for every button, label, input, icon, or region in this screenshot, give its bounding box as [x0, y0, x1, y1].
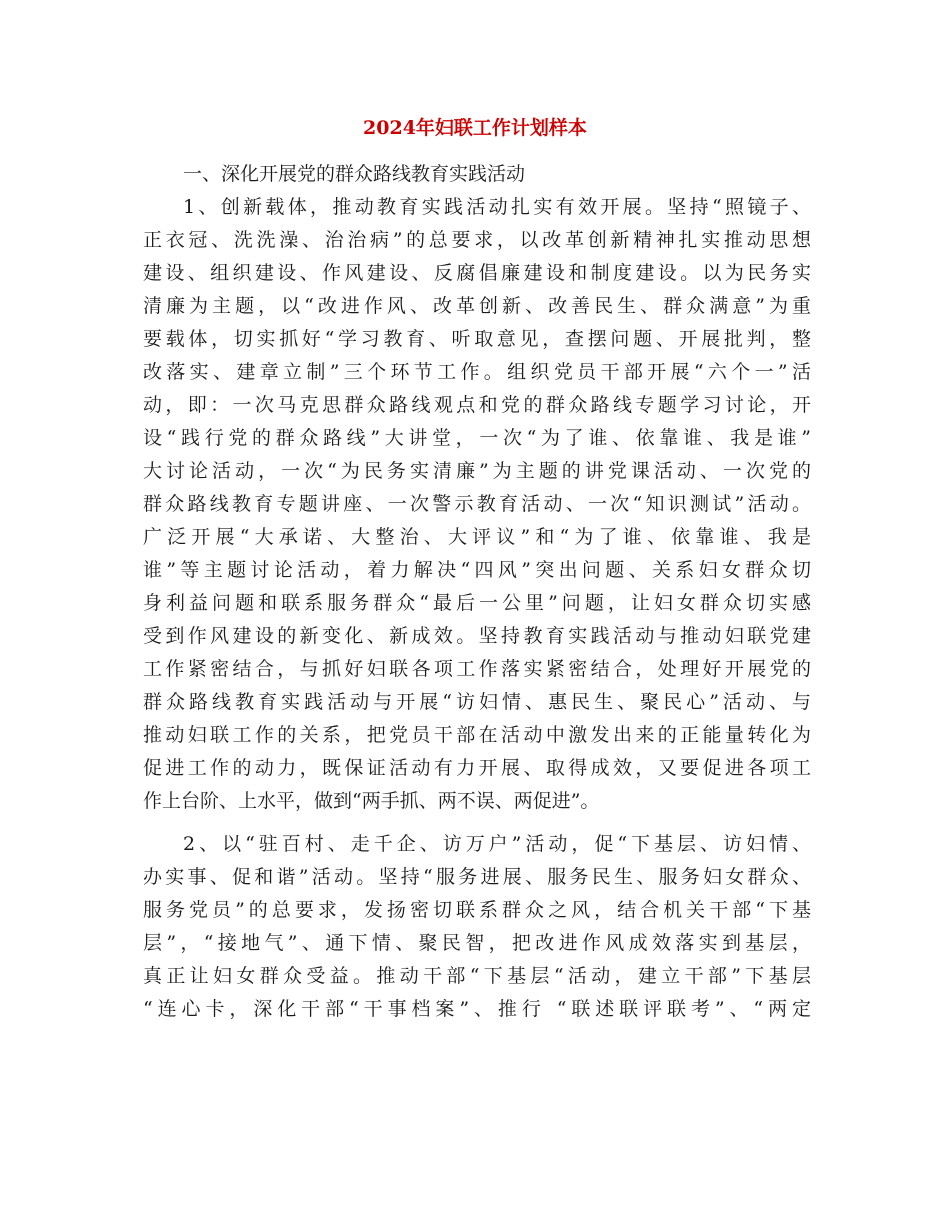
text-line: 广泛开展“大承诺、大整治、大评议”和“为了谁、依靠谁、我是 — [143, 526, 811, 548]
text-line: 正衣冠、洗洗澡、治治病”的总要求，以改革创新精神扎实推动思想 — [143, 229, 811, 251]
text-line: 2、以“驻百村、走千企、访万户”活动，促“下基层、访妇情、 — [183, 833, 811, 855]
text-line: 促进工作的动力，既保证活动有力开展、取得成效，又要促进各项工 — [143, 757, 811, 779]
text-line: 身利益问题和联系服务群众“最后一公里”问题，让妇女群众切实感 — [143, 592, 811, 614]
text-line: 受到作风建设的新变化、新成效。坚持教育实践活动与推动妇联党建 — [143, 625, 811, 647]
text-line: 群众路线教育实践活动与开展“访妇情、惠民生、聚民心”活动、与 — [143, 691, 811, 713]
text-line: 动，即：一次马克思群众路线观点和党的群众路线专题学习讨论，开 — [143, 394, 811, 416]
document-title: 2024年妇联工作计划样本 — [363, 117, 587, 139]
text-line: “连心卡，深化干部“干事档案”、推行 “联述联评联考”、“两定 — [143, 998, 811, 1020]
paragraph-gap — [143, 818, 811, 828]
text-line: 谁”等主题讨论活动，着力解决“四风”突出问题、关系妇女群众切 — [143, 559, 811, 581]
text-line: 工作紧密结合，与抓好妇联各项工作落实紧密结合，处理好开展党的 — [143, 658, 811, 680]
text-line: 清廉为主题，以“改进作风、改革创新、改善民生、群众满意”为重 — [143, 295, 811, 317]
paragraph-2 — [143, 828, 811, 1026]
document-body — [143, 158, 811, 1026]
text-line: 作上台阶、上水平，做到“两手抓、两不误、两促进”。 — [143, 790, 600, 812]
text-line: 设“践行党的群众路线”大讲堂，一次“为了谁、依靠谁、我是谁” — [143, 427, 811, 449]
paragraph-1 — [143, 191, 811, 818]
text-line: 群众路线教育专题讲座、一次警示教育活动、一次“知识测试”活动。 — [143, 493, 811, 515]
text-line: 要载体，切实抓好“学习教育、听取意见，查摆问题、开展批判，整 — [143, 328, 811, 350]
text-line: 服务党员”的总要求，发扬密切联系群众之风，结合机关干部“下基 — [143, 899, 811, 921]
text-line: 1、创新载体，推动教育实践活动扎实有效开展。坚持“照镜子、 — [183, 196, 811, 218]
text-line: 办实事、促和谐”活动。坚持“服务进展、服务民生、服务妇女群众、 — [143, 866, 811, 888]
text-line: 真正让妇女群众受益。推动干部“下基层“活动，建立干部”下基层 — [143, 965, 811, 987]
text-line: 建设、组织建设、作风建设、反腐倡廉建设和制度建设。以为民务实 — [143, 262, 811, 284]
text-line: 层”，“接地气”、通下情、聚民智，把改进作风成效落实到基层， — [143, 932, 811, 954]
text-line: 推动妇联工作的关系，把党员干部在活动中激发出来的正能量转化为 — [143, 724, 811, 746]
text-line: 大讨论活动，一次“为民务实清廉”为主题的讲党课活动、一次党的 — [143, 460, 811, 482]
text-line: 改落实、建章立制”三个环节工作。组织党员干部开展“六个一”活 — [143, 361, 811, 383]
section-heading: 一、深化开展党的群众路线教育实践活动 — [183, 163, 526, 185]
